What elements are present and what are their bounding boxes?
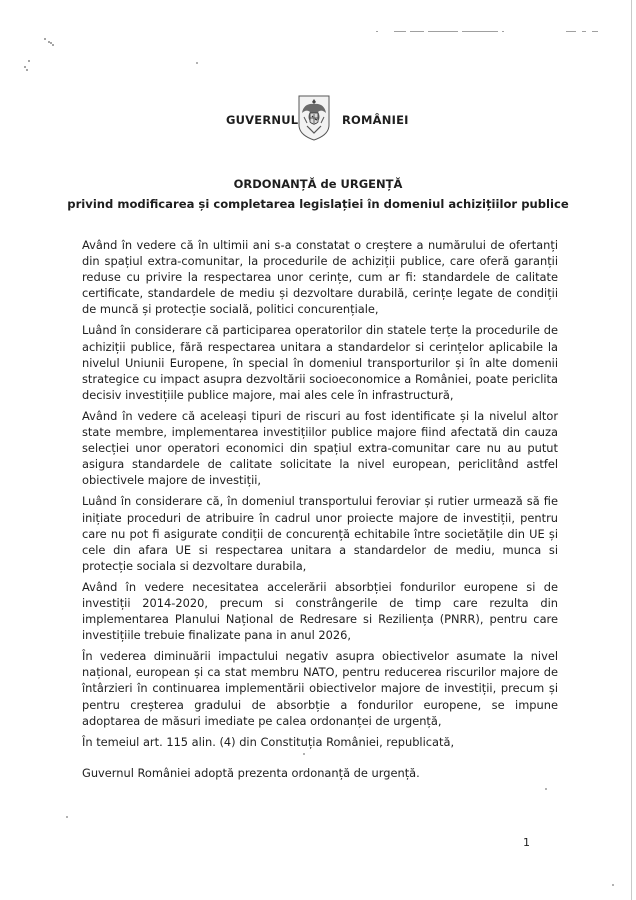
scan-speck (612, 884, 614, 886)
scan-speck (545, 788, 547, 790)
preamble-paragraph: În vederea diminuării impactului negativ asupra obiectivelor asumate la nivel național, european și ca stat membru NATO, pentru reducerea riscurilor majore de întârzieri în continuarea implementării obiectivelor majore de investiții, precum și pentru creșterea gradului de absorbție a fondurilor europene, se impune adoptarea de măsuri imediate pe calea ordonanței de urgență, (82, 649, 558, 728)
preamble-paragraph: Având în vedere necesitatea accelerării absorbției fondurilor europene si de investiții 2014-2020, precum si constrângerile de timp care rezulta din implementarea Planului Național de Redresare si Reziliența (PNRR), pentru care investițiile trebuie finalizate pana in anul 2026, (82, 579, 558, 643)
scan-speck (196, 62, 198, 64)
header-left-word: GUVERNUL (226, 113, 299, 127)
document-title: ORDONANȚĂ de URGENȚĂ (233, 177, 403, 191)
scan-artifacts (14, 14, 54, 84)
adoption-statement: Guvernul României adoptă prezenta ordonanță de urgență. (82, 766, 420, 780)
header-right-word: ROMÂNIEI (342, 113, 409, 127)
scan-speck (66, 816, 68, 818)
preamble-body (82, 237, 558, 755)
preamble-paragraph: Luând în considerare că, în domeniul transportului feroviar și rutier urmează să fie inițiate proceduri de atribuire în cadrul unor proiecte majore de investiții, pentru care nu pot fi asigurate condiții de concurență echitabile între societățile din UE și cele din afara UE si respectarea unitara a standardelor de mediu, munca si protecție sociala si dezvoltare durabila, (82, 494, 558, 573)
preamble-paragraph: Având în vedere că aceleași tipuri de riscuri au fost identificate și la nivelul altor state membre, implementarea investițiilor publice majore fiind afectată din cauza selecției unor operatori economici din spațiul extra-comunitar care nu au putut asigura standardele de calitate solicitate la nivel european, periclitând astfel obiectivele majore de investiții, (82, 408, 558, 488)
document-subtitle: privind modificarea și completarea legislației în domeniul achizițiilor publice (67, 197, 569, 211)
page-number: 1 (523, 836, 530, 849)
preamble-paragraph: Având în vedere că în ultimii ani s-a constatat o creștere a numărului de ofertanți din spațiul extra-comunitar, la procedurile de achiziții publice, care oferă garanții reduse cu privire la respectarea unor cerințe, cum ar fi: standardele de calitate certificate, standardele de mediu și dezvoltare durabilă, cerințe legate de condiții de muncă și protecție socială, politici concurențiale, (82, 238, 558, 317)
preamble-paragraph: Luând în considerare că participarea operatorilor din statele terțe la procedurile de achiziții publice, fără respectarea unitara a standardelor si cerințelor aplicabile la nivelul Uniunii Europene, în special în domeniul transporturilor și în alte domenii strategice cu impact asupra dezvoltării socioeconomice a României, poate periclita decisiv investițiile publice majore, mai ales cele în infrastructură, (82, 323, 558, 402)
scan-speck (303, 753, 305, 755)
legal-basis-paragraph: În temeiul art. 115 alin. (4) din Constituția României, republicată, (82, 734, 455, 749)
scan-header-marks (376, 31, 601, 35)
document-header (0, 95, 636, 145)
coat-of-arms-icon (298, 95, 330, 141)
